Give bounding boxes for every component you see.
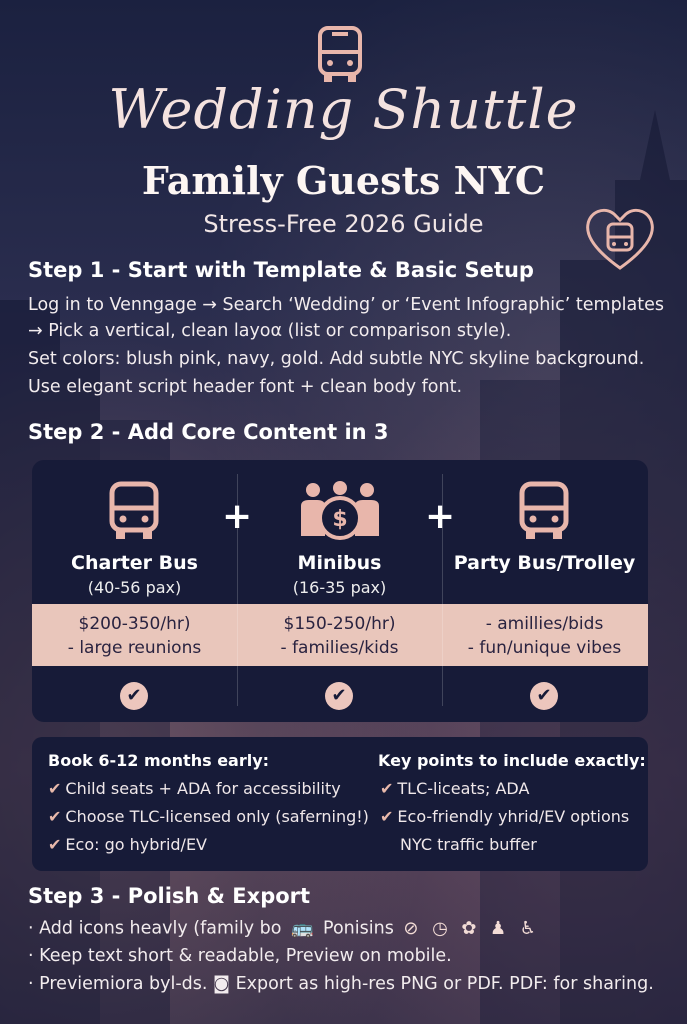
clock-icon: ◷ [432,918,448,939]
check-icon: ✔ [380,807,394,826]
option-price-line: - fun/unique vibes [467,638,622,658]
bus-icon [514,480,574,542]
step3-line-3: · Previemiora byl-ds. ◙ Export as high-res PNG or PDF. PDF: for sharing. [28,974,654,994]
option-price-line: $200-350/hr) [78,614,191,634]
script-title: Wedding Shuttle [108,78,579,141]
option-name: Charter Bus [71,552,198,574]
step1-heading: Step 1 - Start with Template & Basic Setup [28,258,534,282]
plus-sign: + [425,496,456,537]
bus-icon [104,480,164,542]
check-icon: ✔ [120,682,148,710]
walking-icon: ♟ [490,918,507,939]
check-icon: ✔ [530,682,558,710]
option-price [32,612,237,660]
tips-right-item: ✔ TLC-liceats; ADA [380,779,530,798]
bus-icon: 🚌 [291,918,314,939]
tips-right-heading: Key points to include exactly: [378,751,646,770]
tips-right-item: ✔ Eco-friendly yhrid/EV options [380,807,630,826]
check-icon: ✔ [380,779,394,798]
option-price [442,612,647,660]
bus-icon [316,26,364,84]
step2-heading: Step 2 - Add Core Content in 3 [28,420,389,444]
tips-left-item: ✔ Choose TLC-licensed only (saferning!) [48,807,369,826]
step1-line-4: Use elegant script header font + clean body font. [28,377,463,397]
option-capacity: (16-35 pax) [292,578,387,597]
shuttle-comparison-card [32,460,648,722]
option-price-line: - large reunions [67,638,202,658]
option-capacity: (40-56 pax) [87,578,182,597]
page-title: Family Guests NYC [141,158,546,203]
step3-heading: Step 3 - Polish & Export [28,884,311,908]
tips-left-heading: Book 6-12 months early: [48,751,270,770]
check-icon: ✔ [325,682,353,710]
heart-bus-icon [582,202,658,274]
svg-text:$: $ [332,507,348,532]
check-icon: ✔ [48,779,62,798]
plus-sign: + [222,496,253,537]
step1-line-3: Set colors: blush pink, navy, gold. Add subtle NYC skyline background. [28,349,645,369]
check-icon: ✔ [48,807,62,826]
tips-right-item: NYC traffic buffer [400,835,537,854]
step1-line-1: Log in to Venngage → Search ‘Wedding’ or ‘Event Infographic’ templates [28,295,665,315]
step3-line-1: · Add icons heavly (family bo 🚌 Ponisins ⊘ ◷ ✿ ♟ ♿ [28,918,536,939]
page-subtitle: Stress-Free 2026 Guide [203,210,484,238]
option-name: Minibus [297,552,382,574]
option-price-line: $150-250/hr) [283,614,396,634]
option-price-line: - amillies/bids [485,614,604,634]
option-price [237,612,442,660]
step3-line-2: · Keep text short & readable, Preview on mobile. [28,946,452,966]
leaf-icon: ✿ [461,918,477,939]
option-price-line: - families/kids [280,638,399,658]
family-money-icon [299,480,381,542]
tips-left-item: ✔ Child seats + ADA for accessibility [48,779,341,798]
option-name: Party Bus/Trolley [453,552,636,574]
step1-line-2: → Pick a vertical, clean layoα (list or comparison style). [28,321,512,341]
check-icon: ✔ [48,835,62,854]
tips-left-item: ✔ Eco: go hybrid/EV [48,835,207,854]
wheelchair-icon: ♿ [519,918,536,939]
tips-box [32,737,648,871]
no-smoking-icon: ⊘ [403,918,419,939]
